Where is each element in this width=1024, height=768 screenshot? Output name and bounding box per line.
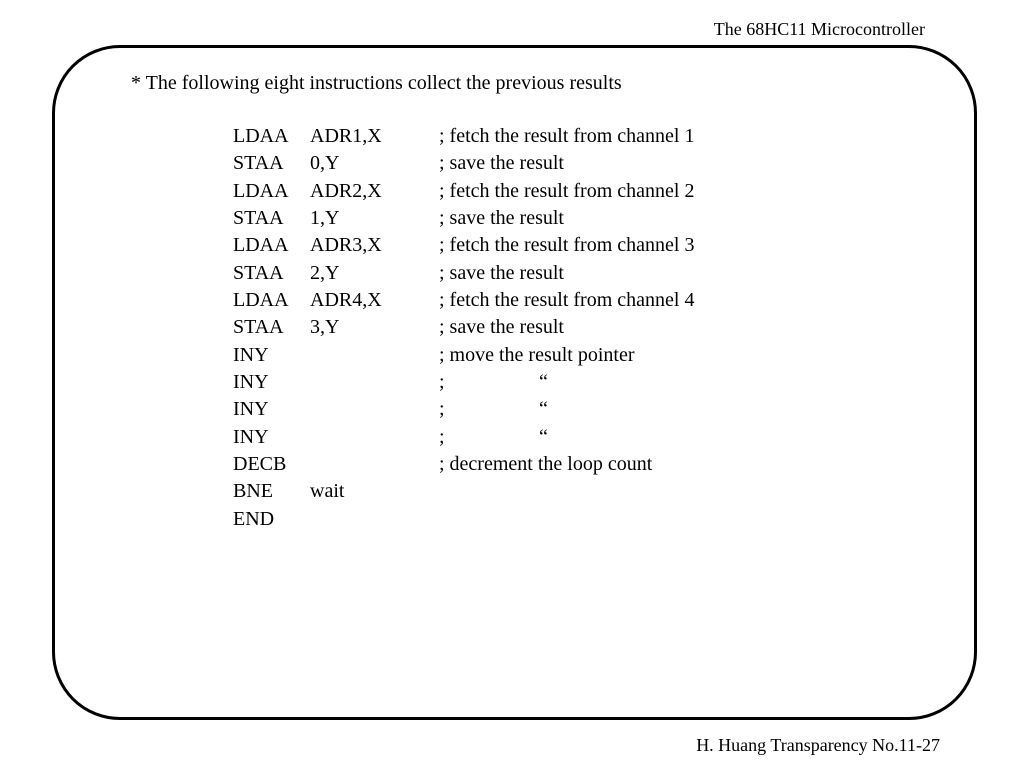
instruction-operand: ADR3,X (310, 234, 382, 257)
instruction-mnemonic: STAA (233, 207, 284, 230)
instruction-mnemonic: DECB (233, 453, 287, 476)
instruction-mnemonic: INY (233, 425, 269, 448)
instruction-comment: ; (439, 425, 445, 448)
footer-text: H. Huang Transparency No.11-27 (696, 735, 940, 755)
instruction-mnemonic: END (233, 507, 275, 530)
instruction-comment: ; (439, 398, 445, 421)
instruction-operand: 3,Y (310, 316, 340, 339)
instruction-comment: ; save the result (439, 152, 564, 175)
instruction-mnemonic: LDAA (233, 125, 289, 147)
instruction-operand: ADR1,X (310, 125, 382, 147)
instruction-mnemonic: INY (233, 343, 269, 366)
instruction-mnemonic: LDAA (233, 179, 289, 202)
ditto-mark: “ (539, 371, 548, 394)
instruction-comment: ; fetch the result from channel 2 (439, 179, 695, 202)
instruction-mnemonic: LDAA (233, 289, 289, 312)
instruction-operand: wait (310, 480, 345, 503)
instruction-mnemonic: LDAA (233, 234, 289, 257)
instruction-comment: ; save the result (439, 261, 564, 284)
instruction-comment: ; (439, 371, 445, 394)
instruction-operand: ADR4,X (310, 289, 382, 312)
instruction-operand: 0,Y (310, 152, 340, 175)
slide-intro-text: * The following eight instructions collect the previous results (131, 72, 622, 94)
instruction-mnemonic: STAA (233, 261, 284, 284)
instruction-comment: ; save the result (439, 207, 564, 230)
instruction-mnemonic: INY (233, 371, 269, 394)
instruction-mnemonic: STAA (233, 152, 284, 175)
instruction-comment: ; save the result (439, 316, 564, 339)
ditto-mark: “ (539, 398, 548, 421)
instruction-operand: 2,Y (310, 261, 340, 284)
instruction-mnemonic: BNE (233, 480, 273, 503)
instruction-operand: 1,Y (310, 207, 340, 230)
instruction-operand: ADR2,X (310, 179, 382, 202)
instruction-comment: ; decrement the loop count (439, 453, 653, 476)
instruction-comment: ; fetch the result from channel 1 (439, 125, 695, 147)
header-title: The 68HC11 Microcontroller (713, 19, 925, 39)
instruction-mnemonic: INY (233, 398, 269, 421)
instruction-comment: ; fetch the result from channel 3 (439, 234, 695, 257)
instruction-comment: ; fetch the result from channel 4 (439, 289, 695, 312)
instruction-comment: ; move the result pointer (439, 343, 635, 366)
instruction-mnemonic: STAA (233, 316, 284, 339)
ditto-mark: “ (539, 425, 548, 448)
